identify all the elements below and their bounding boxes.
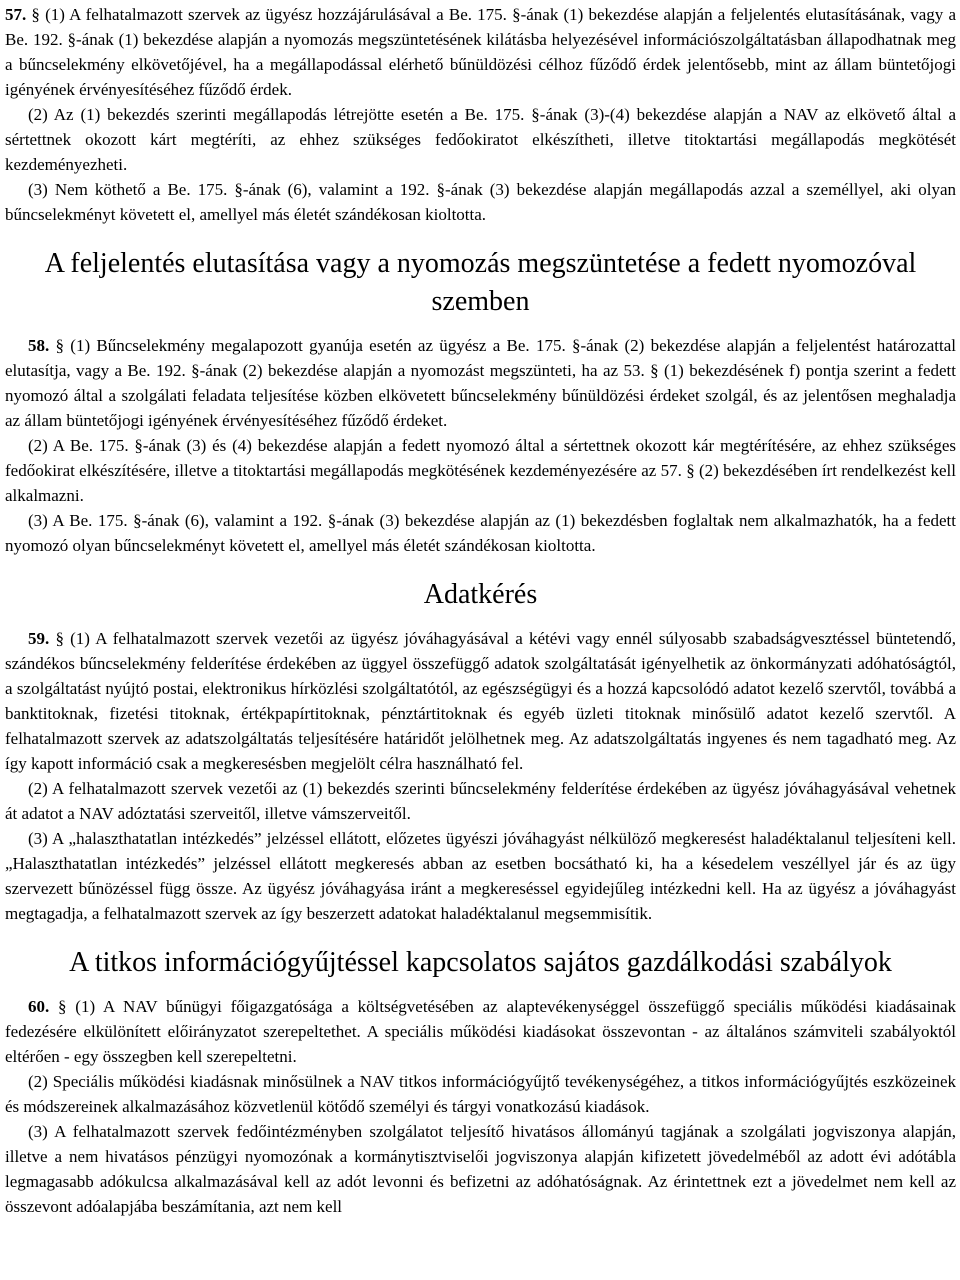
section-heading-60: A titkos információgyűjtéssel kapcsolatos sajátos gazdálkodási szabályok [69,947,892,978]
paragraph-60-2: (2) Speciális működési kiadásnak minősülnek a NAV titkos információgyűjtő tevékenységéhez, a titkos információgyűjtés eszközeinek és módszereinek alkalmazásához közvetlenül kötődő személyi és tárgyi vonatkozású kiadások. [5,1072,956,1116]
section-number: 58. [28,336,50,355]
section-number: 59. [28,629,50,648]
paragraph-60-1: 60. § (1) A NAV bűnügyi főigazgatósága a költségvetésében az alaptevékenységgel összefüggő speciális működési kiadásainak fedezésére elkülönített előirányzatot szerepeltethet. A speciális működési kiadásokat összevontan - az általános számviteli szabályoktól eltérően - egy összegben kell szerepeltetni. [5,997,956,1066]
section-57 [5,2,956,227]
section-60 [5,994,956,1219]
paragraph-58-3: (3) A Be. 175. §-ának (6), valamint a 192. §-ának (3) bekezdése alapján az (1) bekezdésben foglaltak nem alkalmazhatók, ha a fedett nyomozó olyan bűncselekményt követett el, amellyel más életét szándékosan kioltotta. [5,511,956,555]
paragraph-60-3: (3) A felhatalmazott szervek fedőintézményben szolgálatot teljesítő hivatásos állományú tagjának a szolgálati jogviszonya alapján, illetve a nem hivatásos pénzügyi nyomozónak a kormánytisztviselői jogviszonya alapján kifizetett jövedelméből az adott évi adótábla legmagasabb adókulcsa alkalmazásával kell az adót levonni és befizetni az adóhatóságnak. Az érintettnek ezt a jövedelmet nem kell az összevont adóalapjába beszámítania, azt nem kell [5,1122,956,1216]
paragraph-59-2: (2) A felhatalmazott szervek vezetői az (1) bekezdés szerinti bűncselekmény felderítése érdekében az ügyész jóváhagyásával vehetnek át adatot a NAV adóztatási szerveitől, illetve vámszerveitől. [5,779,956,823]
paragraph-57-1: 57. § (1) A felhatalmazott szervek az ügyész hozzájárulásával a Be. 175. §-ának (1) bekezdése alapján a feljelentés elutasításának, vagy a Be. 192. §-ának (1) bekezdése alapján a nyomozás megszüntetésének kilátásba helyezésével információszolgáltatásban állapodhatnak meg a bűncselekmény elkövetőjével, ha a megállapodással elérhető bűnüldözési célhoz fűződő érdek jelentősebb, mint az állam büntetőjogi igényének érvényesítéséhez fűződő érdek. [5,5,956,99]
paragraph-59-1: 59. § (1) A felhatalmazott szervek vezetői az ügyész jóváhagyásával a kétévi vagy ennél súlyosabb szabadságvesztéssel büntetendő, szándékos bűncselekmény felderítése érdekében az üggyel összefüggő adatok szolgáltatását igényelhetik az önkormányzati adóhatóságtól, a szolgáltatást nyújtó postai, elektronikus hírközlési szolgáltatótól, az egészségügyi és a hozzá kapcsolódó adatot kezelő szervtől, továbbá a banktitoknak, fizetési titoknak, értékpapírtitoknak, pénztártitoknak és egyéb üzleti titoknak minősülő adatot kezelő szervtől. A felhatalmazott szervek az adatszolgáltatás teljesítésére határidőt jelölhetnek meg. Az adatszolgáltatás ingyenes és nem tagadható meg. Az így kapott információ csak a megkeresésben megjelölt célra használható fel. [5,629,956,773]
paragraph-57-3: (3) Nem köthető a Be. 175. §-ának (6), valamint a 192. §-ának (3) bekezdése alapján megállapodás azzal a személlyel, aki olyan bűncselekményt követett el, amellyel más életét szándékosan kioltotta. [5,180,956,224]
paragraph-58-2: (2) A Be. 175. §-ának (3) és (4) bekezdése alapján a fedett nyomozó által a sértettnek okozott kár megtérítésére, az ehhez szükséges fedőokirat elkészítésére, illetve a titoktartási megállapodás megkötésének kezdeményezésére az 57. § (2) bekezdésében írt rendelkezést kell alkalmazni. [5,436,956,505]
paragraph-57-2: (2) Az (1) bekezdés szerinti megállapodás létrejötte esetén a Be. 175. §-ának (3)-(4) bekezdése alapján a NAV az elkövető által a sértettnek okozott kárt megtéríti, az ehhez szükséges fedőokiratot elkészítheti, illetve titoktartási megállapodás megkötését kezdeményezheti. [5,105,956,174]
paragraph-59-3: (3) A „halaszthatatlan intézkedés” jelzéssel ellátott, előzetes ügyészi jóváhagyást nélkülöző megkeresést haladéktalanul teljesíteni kell. „Halaszthatatlan intézkedés” jelzéssel ellátott megkeresés abban az esetben bocsátható ki, ha a késedelem veszéllyel jár és az ügy szervezett bűnözéssel függ össze. Az ügyész jóváhagyása iránt a megkereséssel egyidejűleg intézkedni kell. Ha az ügyész a jóváhagyást megtagadja, a felhatalmazott szervek az így beszerzett adatokat haladéktalanul megsemmisítik. [5,829,956,923]
section-58 [5,333,956,558]
section-number: 57. [5,5,27,24]
section-heading-58: A feljelentés elutasítása vagy a nyomozás megszüntetése a fedett nyomozóval szemben [44,248,917,317]
paragraph-58-1: 58. § (1) Bűncselekmény megalapozott gyanúja esetén az ügyész a Be. 175. §-ának (2) bekezdése alapján a feljelentést határozattal elutasítja, vagy a Be. 192. §-ának (2) bekezdése alapján a nyomozást megszünteti, ha az 53. § (1) bekezdésének f) pontja szerint a fedett nyomozó által a szolgálati feladata teljesítése közben elkövetett bűncselekmény bűnüldözési érdeket szolgál, és az jelentősen meghaladja az állam büntetőjogi igényének érvényesítéséhez fűződő érdeket. [5,336,956,430]
section-number: 60. [28,997,50,1016]
section-heading-59: Adatkérés [423,579,538,610]
section-59 [5,626,956,926]
